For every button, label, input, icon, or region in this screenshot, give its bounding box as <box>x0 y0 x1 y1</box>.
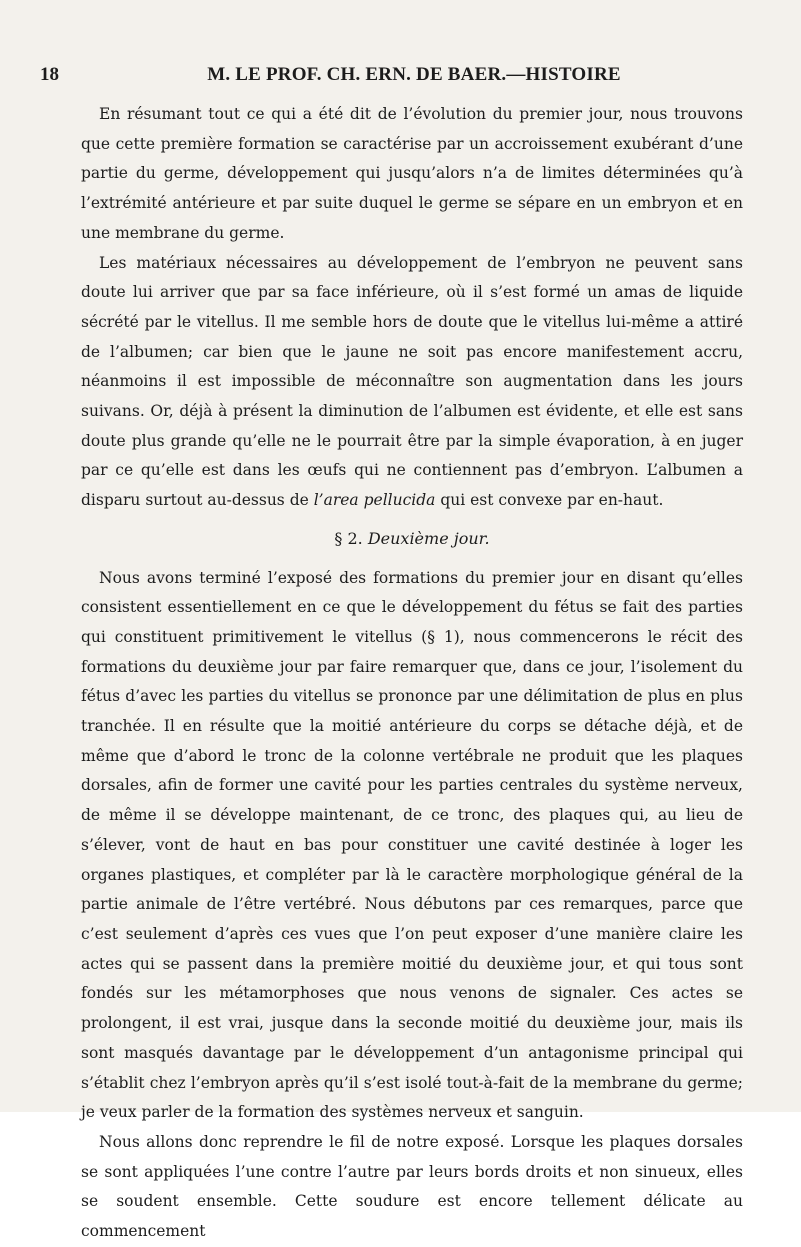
running-head: M. LE PROF. CH. ERN. DE BAER.—HISTOIRE <box>207 64 621 85</box>
body-text <box>81 100 743 1247</box>
paragraph-2 <box>81 249 743 516</box>
paragraph-2-end: qui est convexe par en-haut. <box>435 491 664 510</box>
section-title: Deuxième jour. <box>367 528 490 548</box>
paragraph-2-text: Les matériaux nécessaires au développement de l’embryon ne peuvent sans doute lui arriver que par sa face inférieure, où il s’est formé un amas de liquide sécrété par le vitellus. Il me semble hors de doute que le vitellus lui-même a attiré de l’albumen; car bien que le jaune ne soit pas encore manifestement accru, néanmoins il est impossible de méconnaître son augmentation dans les jours suivans. Or, déjà à présent la diminution de l’albumen est évidente, et elle est sans doute plus grande qu’elle ne le pourrait être par la simple évaporation, à en juger par ce qu’elle est dans les œufs qui ne contiennent pas d’embryon. L’albumen a disparu surtout au-dessus de <box>81 253 743 510</box>
area-pellucida-term: l’area pellucida <box>313 491 436 510</box>
page-number: 18 <box>40 64 59 85</box>
page-header <box>40 64 740 88</box>
section-number: § 2. <box>334 528 363 548</box>
paragraph-1: En résumant tout ce qui a été dit de l’évolution du premier jour, nous trouvons que cette première formation se caractérise par un accroissement exubérant d’une partie du germe, développement qui jusqu’alors n’a de limites déterminées qu’à l’extrémité antérieure et par suite duquel le germe se sépare en un embryon et en une membrane du germe. <box>81 105 743 242</box>
section-heading <box>81 524 743 554</box>
paragraph-4: Nous allons donc reprendre le fil de notre exposé. Lorsque les plaques dorsales se sont appliquées l’une contre l’autre par leurs bords droits et non sinueux, elles se soudent ensemble. Cette soudure est encore tellement délicate au commencement <box>81 1132 743 1241</box>
paragraph-3: Nous avons terminé l’exposé des formations du premier jour en disant qu’elles consistent essentiellement en ce que le développement du fétus se fait des parties qui constituent primitivement le vitellus (§ 1), nous commencerons le récit des formations du deuxième jour par faire remarquer que, dans ce jour, l’isolement du fétus d’avec les parties du vitellus se prononce par une délimitation de plus en plus tranchée. Il en résulte que la moitié antérieure du corps se détache déjà, et de même que d’abord le tronc de la colonne vertébrale ne produit que les plaques dorsales, afin de former une cavité pour les parties centrales du système nerveux, de même il se développe maintenant, de ce tronc, des plaques qui, au lieu de s’élever, vont de haut en bas pour constituer une cavité destinée à loger les organes plastiques, et compléter par là le caractère morphologique général de la partie animale de l’être vertébré. Nous débutons par ces remarques, parce que c’est seulement d’après ces vues que l’on peut exposer d’une manière claire les actes qui se passent dans la première moitié du deuxième jour, et qui tous sont fondés sur les métamorphoses que nous venons de signaler. Ces actes se prolongent, il est vrai, jusque dans la seconde moitié du deuxième jour, mais ils sont masqués davantage par le développement d’un antagonisme principal qui s’établit chez l’embryon après qu’il s’est isolé tout-à-fait de la membrane du germe; je veux parler de la formation des systèmes nerveux et sanguin. <box>81 568 743 1122</box>
